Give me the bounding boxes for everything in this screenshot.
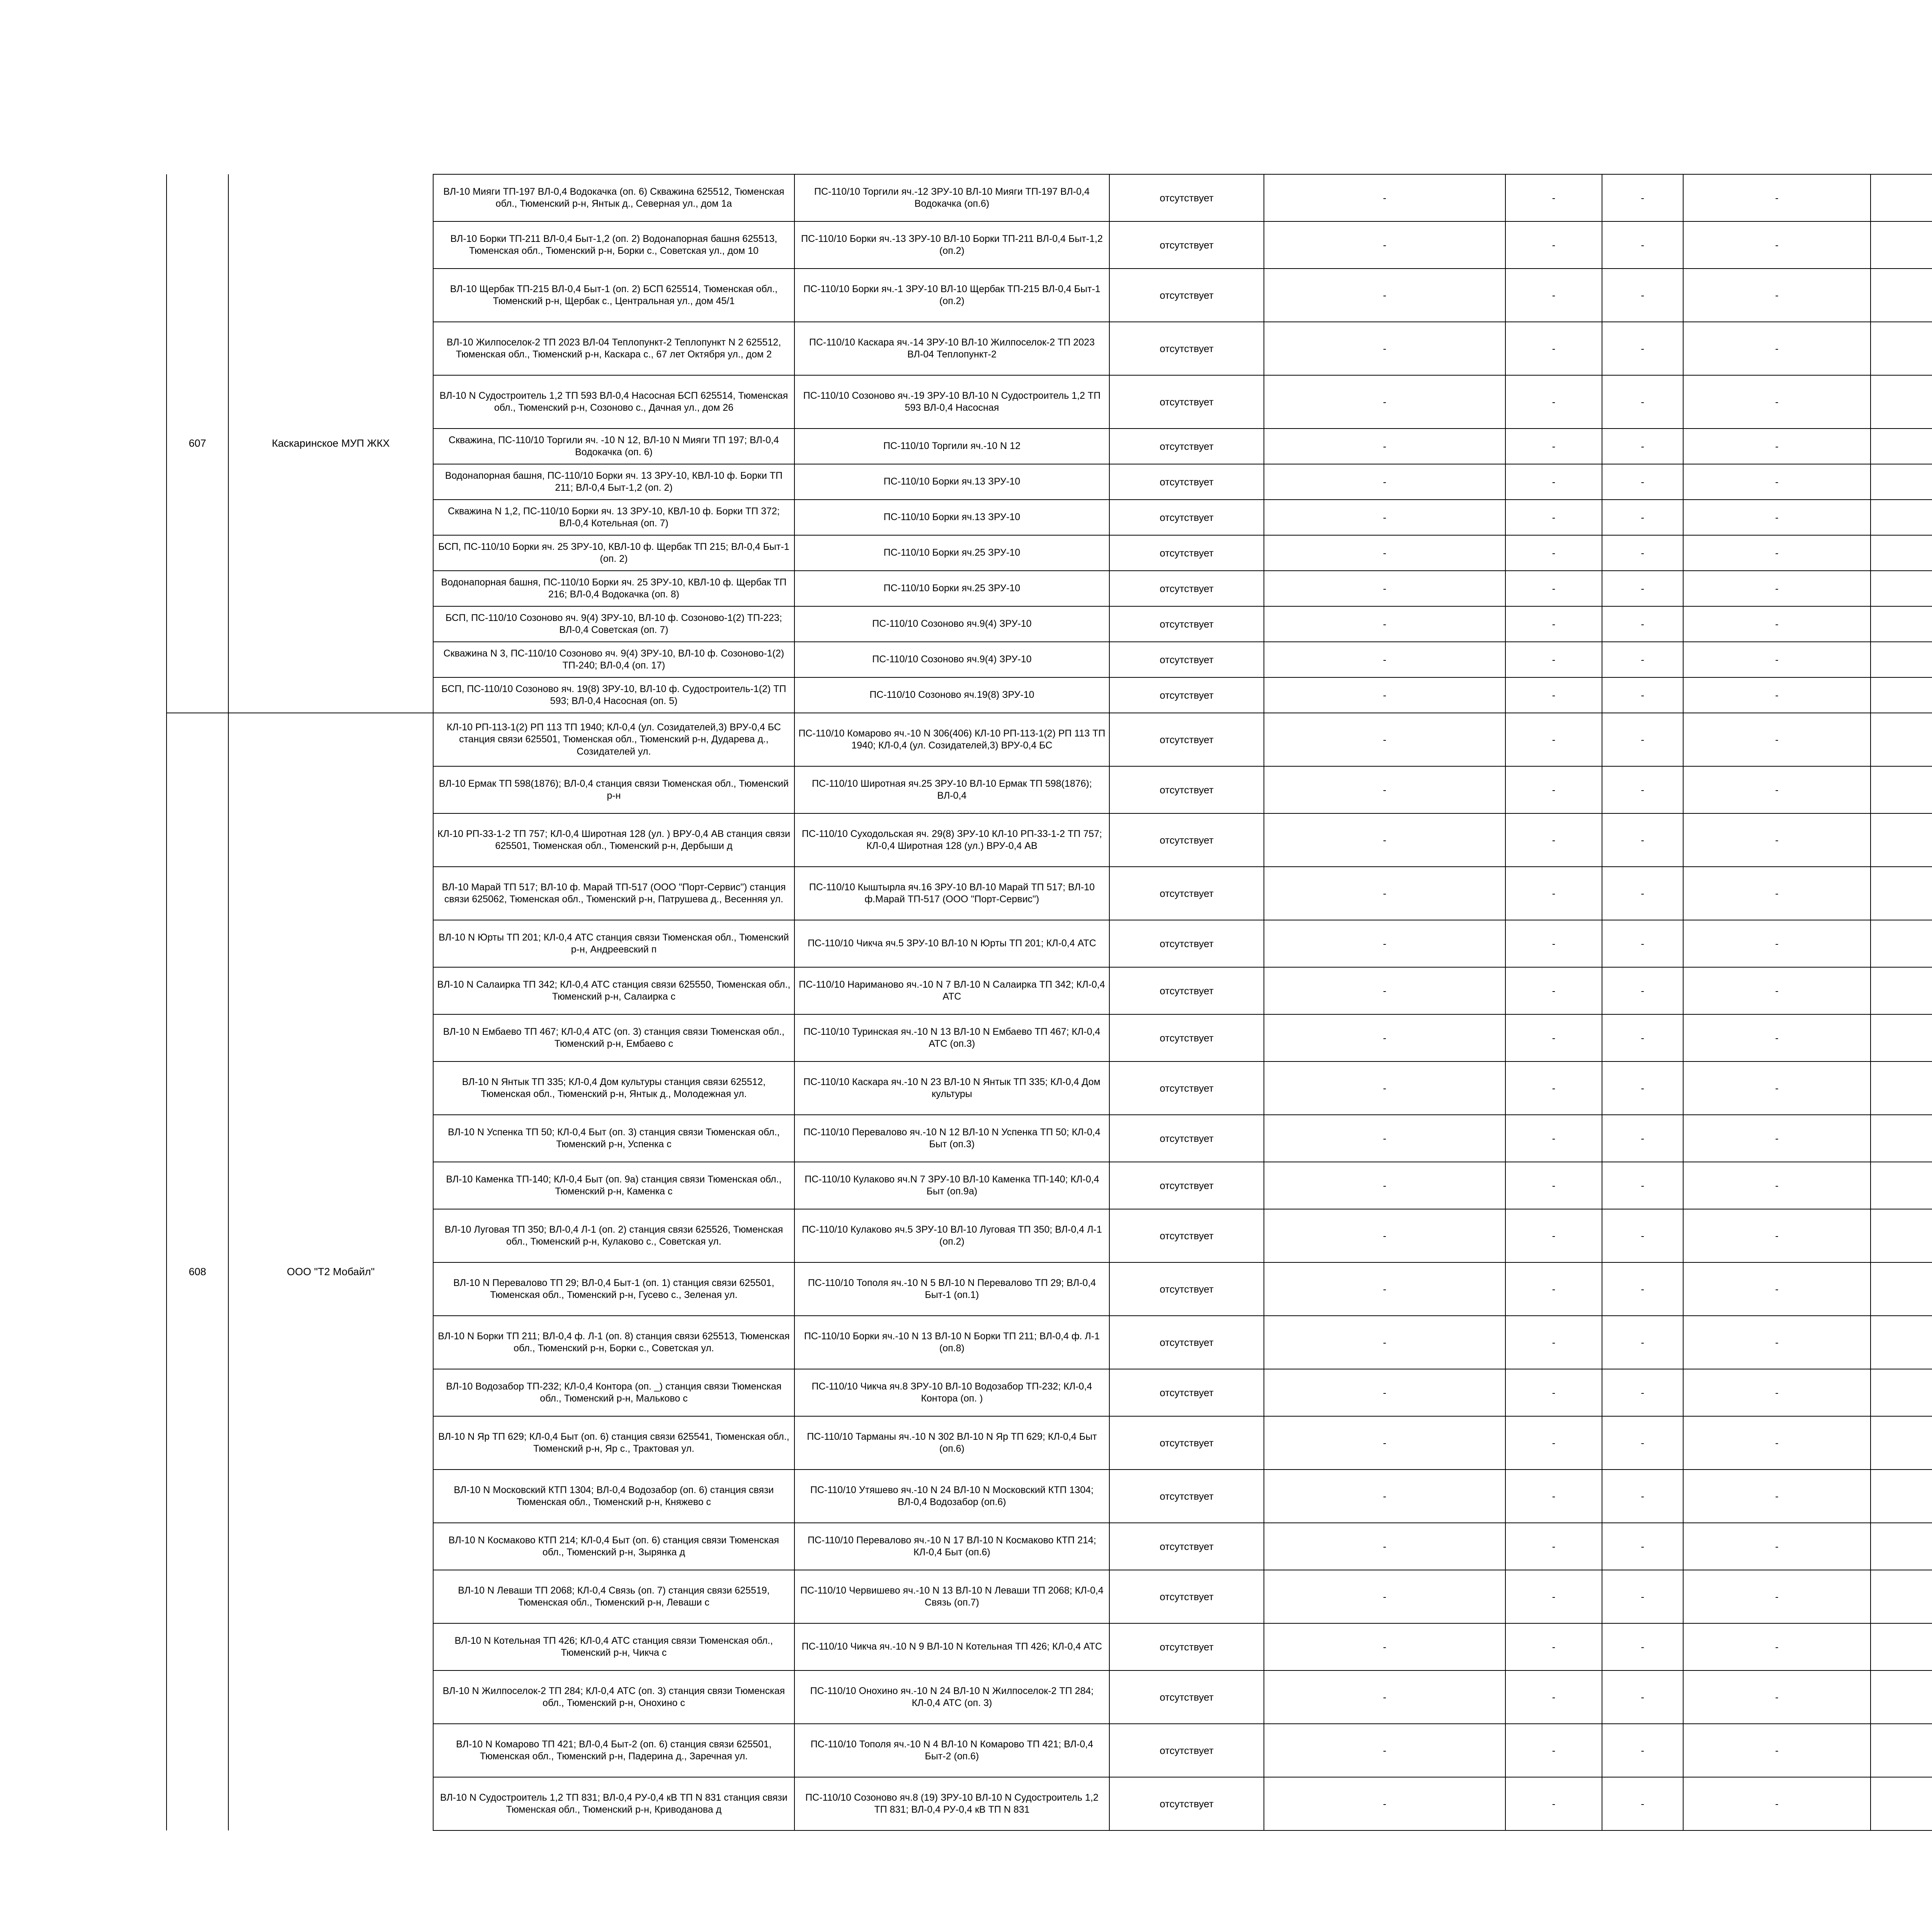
value-cell: - <box>1505 1316 1602 1369</box>
value-cell: - <box>1683 677 1871 713</box>
group-number: 607 <box>167 174 228 713</box>
value-cell: - <box>1505 375 1602 429</box>
status-cell: отсутствует <box>1109 1162 1264 1209</box>
supply-point: ПС-110/10 Борки яч.-10 N 13 ВЛ-10 N Борки ТП 211; ВЛ-0,4 ф. Л-1 (оп.8) <box>794 1316 1109 1369</box>
data-table <box>166 174 1932 1831</box>
object-description: ВЛ-10 N Успенка ТП 50; КЛ-0,4 Быт (оп. 3) станция связи Тюменская обл., Тюменский р-н, Успенка с <box>433 1115 794 1162</box>
value-cell: - <box>1505 713 1602 766</box>
supply-point: ПС-110/10 Борки яч.13 ЗРУ-10 <box>794 500 1109 535</box>
value-cell: - <box>1602 1209 1683 1262</box>
object-description: ВЛ-10 Марай ТП 517; ВЛ-10 ф. Марай ТП-517 (ООО "Порт-Сервис") станция связи 625062, Тюменская обл., Тюменский р-н, Патрушева д., Весенняя ул. <box>433 867 794 920</box>
supply-point: ПС-110/10 Чикча яч.-10 N 9 ВЛ-10 N Котельная ТП 426; КЛ-0,4 АТС <box>794 1623 1109 1670</box>
value-cell: - <box>1264 269 1505 322</box>
value-cell: - <box>1264 1416 1505 1470</box>
value-cell <box>1871 269 1932 322</box>
supply-point: ПС-110/10 Борки яч.25 ЗРУ-10 <box>794 571 1109 606</box>
value-cell <box>1871 1470 1932 1523</box>
value-cell: - <box>1683 221 1871 269</box>
value-cell <box>1871 1623 1932 1670</box>
status-cell: отсутствует <box>1109 1416 1264 1470</box>
value-cell: - <box>1602 606 1683 642</box>
value-cell: - <box>1505 571 1602 606</box>
object-description: ВЛ-10 N Космаково КТП 214; КЛ-0,4 Быт (оп. 6) станция связи Тюменская обл., Тюменский р-н, Зырянка д <box>433 1523 794 1570</box>
supply-point: ПС-110/10 Борки яч.-1 ЗРУ-10 ВЛ-10 Щербак ТП-215 ВЛ-0,4 Быт-1 (оп.2) <box>794 269 1109 322</box>
supply-point: ПС-110/10 Созоново яч.9(4) ЗРУ-10 <box>794 642 1109 677</box>
value-cell: - <box>1602 1316 1683 1369</box>
value-cell: - <box>1602 1162 1683 1209</box>
value-cell <box>1871 1115 1932 1162</box>
value-cell: - <box>1264 677 1505 713</box>
supply-point: ПС-110/10 Борки яч.13 ЗРУ-10 <box>794 464 1109 500</box>
status-cell: отсутствует <box>1109 535 1264 571</box>
value-cell: - <box>1264 221 1505 269</box>
value-cell: - <box>1602 813 1683 867</box>
supply-point: ПС-110/10 Утяшево яч.-10 N 24 ВЛ-10 N Московский КТП 1304; ВЛ-0,4 Водозабор (оп.6) <box>794 1470 1109 1523</box>
value-cell: - <box>1683 1209 1871 1262</box>
value-cell: - <box>1683 967 1871 1014</box>
supply-point: ПС-110/10 Широтная яч.25 ЗРУ-10 ВЛ-10 Ермак ТП 598(1876); ВЛ-0,4 <box>794 766 1109 813</box>
value-cell: - <box>1264 1369 1505 1416</box>
value-cell <box>1871 1570 1932 1623</box>
value-cell: - <box>1602 571 1683 606</box>
status-cell: отсутствует <box>1109 464 1264 500</box>
value-cell: - <box>1683 1670 1871 1724</box>
value-cell: - <box>1602 1014 1683 1061</box>
value-cell: - <box>1683 867 1871 920</box>
supply-point: ПС-110/10 Онохино яч.-10 N 24 ВЛ-10 N Жилпоселок-2 ТП 284; КЛ-0,4 АТС (оп. 3) <box>794 1670 1109 1724</box>
value-cell: - <box>1505 1014 1602 1061</box>
value-cell: - <box>1602 967 1683 1014</box>
status-cell: отсутствует <box>1109 1061 1264 1115</box>
value-cell: - <box>1505 1523 1602 1570</box>
supply-point: ПС-110/10 Комарово яч.-10 N 306(406) КЛ-10 РП-113-1(2) РП 113 ТП 1940; КЛ-0,4 (ул. Созидателей,3) ВРУ-0,4 БС <box>794 713 1109 766</box>
value-cell: - <box>1505 535 1602 571</box>
value-cell: - <box>1264 1061 1505 1115</box>
supply-point: ПС-110/10 Кулаково яч.5 ЗРУ-10 ВЛ-10 Луговая ТП 350; ВЛ-0,4 Л-1 (оп.2) <box>794 1209 1109 1262</box>
value-cell: - <box>1683 429 1871 464</box>
status-cell: отсутствует <box>1109 1523 1264 1570</box>
status-cell: отсутствует <box>1109 1623 1264 1670</box>
status-cell: отсутствует <box>1109 642 1264 677</box>
value-cell: - <box>1602 500 1683 535</box>
value-cell: - <box>1602 174 1683 221</box>
supply-point: ПС-110/10 Каскара яч.-14 ЗРУ-10 ВЛ-10 Жилпоселок-2 ТП 2023 ВЛ-04 Теплопункт-2 <box>794 322 1109 375</box>
status-cell: отсутствует <box>1109 1670 1264 1724</box>
value-cell: - <box>1602 1523 1683 1570</box>
object-description: ВЛ-10 N Юрты ТП 201; КЛ-0,4 АТС станция связи Тюменская обл., Тюменский р-н, Андреевский п <box>433 920 794 967</box>
value-cell: - <box>1505 677 1602 713</box>
value-cell: - <box>1264 606 1505 642</box>
value-cell: - <box>1602 766 1683 813</box>
object-description: ВЛ-10 N Судостроитель 1,2 ТП 831; ВЛ-0,4 РУ-0,4 кВ ТП N 831 станция связи Тюменская обл., Тюменский р-н, Криводанова д <box>433 1777 794 1830</box>
value-cell: - <box>1264 1209 1505 1262</box>
value-cell: - <box>1264 429 1505 464</box>
value-cell: - <box>1264 464 1505 500</box>
value-cell: - <box>1505 1416 1602 1470</box>
value-cell: - <box>1602 1570 1683 1623</box>
supply-point: ПС-110/10 Тополя яч.-10 N 4 ВЛ-10 N Комарово ТП 421; ВЛ-0,4 Быт-2 (оп.6) <box>794 1724 1109 1777</box>
supply-point: ПС-110/10 Каскара яч.-10 N 23 ВЛ-10 N Янтык ТП 335; КЛ-0,4 Дом культуры <box>794 1061 1109 1115</box>
value-cell <box>1871 535 1932 571</box>
value-cell <box>1871 174 1932 221</box>
object-description: БСП, ПС-110/10 Созоново яч. 9(4) ЗРУ-10, ВЛ-10 ф. Созоново-1(2) ТП-223; ВЛ-0,4 Советская (оп. 7) <box>433 606 794 642</box>
value-cell: - <box>1505 813 1602 867</box>
value-cell: - <box>1264 1316 1505 1369</box>
supply-point: ПС-110/10 Перевалово яч.-10 N 17 ВЛ-10 N Космаково КТП 214; КЛ-0,4 Быт (оп.6) <box>794 1523 1109 1570</box>
supply-point: ПС-110/10 Кыштырла яч.16 ЗРУ-10 ВЛ-10 Марай ТП 517; ВЛ-10 ф.Марай ТП-517 (ООО "Порт-Сервис") <box>794 867 1109 920</box>
value-cell: - <box>1264 1014 1505 1061</box>
object-description: ВЛ-10 Водозабор ТП-232; КЛ-0,4 Контора (оп. _) станция связи Тюменская обл., Тюменский р-н, Мальково с <box>433 1369 794 1416</box>
value-cell: - <box>1505 464 1602 500</box>
value-cell: - <box>1602 1369 1683 1416</box>
status-cell: отсутствует <box>1109 174 1264 221</box>
supply-point: ПС-110/10 Суходольская яч. 29(8) ЗРУ-10 КЛ-10 РП-33-1-2 ТП 757; КЛ-0,4 Широтная 128 (ул.) ВРУ-0,4 АВ <box>794 813 1109 867</box>
value-cell <box>1871 713 1932 766</box>
value-cell: - <box>1264 1162 1505 1209</box>
supply-point: ПС-110/10 Созоново яч.9(4) ЗРУ-10 <box>794 606 1109 642</box>
value-cell: - <box>1683 1724 1871 1777</box>
value-cell: - <box>1264 813 1505 867</box>
object-description: ВЛ-10 N Леваши ТП 2068; КЛ-0,4 Связь (оп. 7) станция связи 625519, Тюменская обл., Тюменский р-н, Леваши с <box>433 1570 794 1623</box>
value-cell: - <box>1602 1115 1683 1162</box>
status-cell: отсутствует <box>1109 1262 1264 1316</box>
value-cell: - <box>1264 1623 1505 1670</box>
value-cell: - <box>1602 1623 1683 1670</box>
value-cell: - <box>1505 642 1602 677</box>
table-row <box>167 713 1932 766</box>
value-cell: - <box>1683 375 1871 429</box>
value-cell: - <box>1602 677 1683 713</box>
value-cell <box>1871 1209 1932 1262</box>
value-cell: - <box>1683 920 1871 967</box>
value-cell: - <box>1505 1115 1602 1162</box>
value-cell <box>1871 766 1932 813</box>
value-cell: - <box>1602 1470 1683 1523</box>
value-cell: - <box>1505 221 1602 269</box>
value-cell: - <box>1264 174 1505 221</box>
value-cell: - <box>1683 535 1871 571</box>
status-cell: отсутствует <box>1109 571 1264 606</box>
value-cell <box>1871 606 1932 642</box>
value-cell <box>1871 1014 1932 1061</box>
value-cell: - <box>1264 322 1505 375</box>
value-cell: - <box>1505 269 1602 322</box>
value-cell: - <box>1505 1570 1602 1623</box>
status-cell: отсутствует <box>1109 429 1264 464</box>
value-cell: - <box>1602 1416 1683 1470</box>
object-description: ВЛ-10 Каменка ТП-140; КЛ-0,4 Быт (оп. 9а) станция связи Тюменская обл., Тюменский р-н, Каменка с <box>433 1162 794 1209</box>
value-cell <box>1871 1724 1932 1777</box>
value-cell: - <box>1602 713 1683 766</box>
status-cell: отсутствует <box>1109 1369 1264 1416</box>
object-description: КЛ-10 РП-113-1(2) РП 113 ТП 1940; КЛ-0,4 (ул. Созидателей,3) ВРУ-0,4 БС станция связи 625501, Тюменская обл., Тюменский р-н, Дударева д., Созидателей ул. <box>433 713 794 766</box>
object-description: ВЛ-10 N Московский КТП 1304; ВЛ-0,4 Водозабор (оп. 6) станция связи Тюменская обл., Тюменский р-н, Княжево с <box>433 1470 794 1523</box>
status-cell: отсутствует <box>1109 677 1264 713</box>
value-cell: - <box>1505 174 1602 221</box>
value-cell: - <box>1683 1523 1871 1570</box>
status-cell: отсутствует <box>1109 269 1264 322</box>
object-description: Скважина N 1,2, ПС-110/10 Борки яч. 13 ЗРУ-10, КВЛ-10 ф. Борки ТП 372; ВЛ-0,4 Котельная (оп. 7) <box>433 500 794 535</box>
supply-point: ПС-110/10 Созоново яч.-19 ЗРУ-10 ВЛ-10 N Судостроитель 1,2 ТП 593 ВЛ-0,4 Насосная <box>794 375 1109 429</box>
value-cell <box>1871 571 1932 606</box>
value-cell: - <box>1505 867 1602 920</box>
supply-point: ПС-110/10 Туринская яч.-10 N 13 ВЛ-10 N Ембаево ТП 467; КЛ-0,4 АТС (оп.3) <box>794 1014 1109 1061</box>
value-cell <box>1871 1061 1932 1115</box>
value-cell: - <box>1505 1777 1602 1830</box>
object-description: ВЛ-10 N Судостроитель 1,2 ТП 593 ВЛ-0,4 Насосная БСП 625514, Тюменская обл., Тюменский р-н, Созоново с., Дачная ул., дом 26 <box>433 375 794 429</box>
value-cell: - <box>1264 766 1505 813</box>
value-cell <box>1871 1262 1932 1316</box>
object-description: БСП, ПС-110/10 Борки яч. 25 ЗРУ-10, КВЛ-10 ф. Щербак ТП 215; ВЛ-0,4 Быт-1 (оп. 2) <box>433 535 794 571</box>
object-description: ВЛ-10 N Котельная ТП 426; КЛ-0,4 АТС станция связи Тюменская обл., Тюменский р-н, Чикча с <box>433 1623 794 1670</box>
value-cell <box>1871 375 1932 429</box>
value-cell: - <box>1683 1262 1871 1316</box>
value-cell: - <box>1505 1061 1602 1115</box>
object-description: Скважина, ПС-110/10 Торгили яч. -10 N 12, ВЛ-10 N Мияги ТП 197; ВЛ-0,4 Водокачка (оп. 6) <box>433 429 794 464</box>
value-cell <box>1871 920 1932 967</box>
status-cell: отсутствует <box>1109 1014 1264 1061</box>
group-number: 608 <box>167 713 228 1830</box>
value-cell <box>1871 464 1932 500</box>
supply-point: ПС-110/10 Нариманово яч.-10 N 7 ВЛ-10 N Салаирка ТП 342; КЛ-0,4 АТС <box>794 967 1109 1014</box>
object-description: БСП, ПС-110/10 Созоново яч. 19(8) ЗРУ-10, ВЛ-10 ф. Судостроитель-1(2) ТП 593; ВЛ-0,4 Насосная (оп. 5) <box>433 677 794 713</box>
supply-point: ПС-110/10 Чикча яч.5 ЗРУ-10 ВЛ-10 N Юрты ТП 201; КЛ-0,4 АТС <box>794 920 1109 967</box>
status-cell: отсутствует <box>1109 1777 1264 1830</box>
status-cell: отсутствует <box>1109 867 1264 920</box>
value-cell: - <box>1683 1014 1871 1061</box>
value-cell <box>1871 1162 1932 1209</box>
value-cell: - <box>1683 713 1871 766</box>
value-cell <box>1871 1777 1932 1830</box>
value-cell: - <box>1602 1777 1683 1830</box>
supply-point: ПС-110/10 Чикча яч.8 ЗРУ-10 ВЛ-10 Водозабор ТП-232; КЛ-0,4 Контора (оп. ) <box>794 1369 1109 1416</box>
value-cell: - <box>1683 500 1871 535</box>
value-cell: - <box>1505 1470 1602 1523</box>
value-cell: - <box>1602 535 1683 571</box>
object-description: ВЛ-10 N Салаирка ТП 342; КЛ-0,4 АТС станция связи 625550, Тюменская обл., Тюменский р-н, Салаирка с <box>433 967 794 1014</box>
status-cell: отсутствует <box>1109 920 1264 967</box>
value-cell: - <box>1264 1670 1505 1724</box>
value-cell: - <box>1264 571 1505 606</box>
value-cell: - <box>1683 1623 1871 1670</box>
supply-point: ПС-110/10 Кулаково яч.N 7 ЗРУ-10 ВЛ-10 Каменка ТП-140; КЛ-0,4 Быт (оп.9а) <box>794 1162 1109 1209</box>
object-description: ВЛ-10 N Перевалово ТП 29; ВЛ-0,4 Быт-1 (оп. 1) станция связи 625501, Тюменская обл., Тюменский р-н, Гусево с., Зеленая ул. <box>433 1262 794 1316</box>
value-cell <box>1871 500 1932 535</box>
value-cell: - <box>1264 920 1505 967</box>
value-cell: - <box>1602 642 1683 677</box>
value-cell: - <box>1683 322 1871 375</box>
status-cell: отсутствует <box>1109 1470 1264 1523</box>
value-cell: - <box>1602 1262 1683 1316</box>
status-cell: отсутствует <box>1109 1724 1264 1777</box>
status-cell: отсутствует <box>1109 967 1264 1014</box>
value-cell: - <box>1264 535 1505 571</box>
value-cell: - <box>1264 1470 1505 1523</box>
value-cell <box>1871 1316 1932 1369</box>
value-cell <box>1871 1523 1932 1570</box>
value-cell: - <box>1264 713 1505 766</box>
object-description: Водонапорная башня, ПС-110/10 Борки яч. 13 ЗРУ-10, КВЛ-10 ф. Борки ТП 211; ВЛ-0,4 Быт-1,2 (оп. 2) <box>433 464 794 500</box>
value-cell <box>1871 813 1932 867</box>
status-cell: отсутствует <box>1109 813 1264 867</box>
value-cell: - <box>1683 1777 1871 1830</box>
supply-point: ПС-110/10 Тарманы яч.-10 N 302 ВЛ-10 N Яр ТП 629; КЛ-0,4 Быт (оп.6) <box>794 1416 1109 1470</box>
value-cell: - <box>1602 429 1683 464</box>
value-cell: - <box>1505 1162 1602 1209</box>
table-row <box>167 174 1932 221</box>
value-cell <box>1871 429 1932 464</box>
status-cell: отсутствует <box>1109 500 1264 535</box>
value-cell: - <box>1264 867 1505 920</box>
status-cell: отсутствует <box>1109 1570 1264 1623</box>
value-cell: - <box>1683 464 1871 500</box>
value-cell <box>1871 1670 1932 1724</box>
status-cell: отсутствует <box>1109 1316 1264 1369</box>
value-cell: - <box>1683 174 1871 221</box>
status-cell: отсутствует <box>1109 221 1264 269</box>
value-cell: - <box>1505 1209 1602 1262</box>
value-cell <box>1871 677 1932 713</box>
value-cell: - <box>1505 429 1602 464</box>
value-cell: - <box>1602 464 1683 500</box>
object-description: ВЛ-10 Луговая ТП 350; ВЛ-0,4 Л-1 (оп. 2) станция связи 625526, Тюменская обл., Тюменский р-н, Кулаково с., Советская ул. <box>433 1209 794 1262</box>
status-cell: отсутствует <box>1109 1209 1264 1262</box>
value-cell: - <box>1505 1724 1602 1777</box>
value-cell: - <box>1683 1316 1871 1369</box>
supply-point: ПС-110/10 Созоново яч.8 (19) ЗРУ-10 ВЛ-10 N Судостроитель 1,2 ТП 831; ВЛ-0,4 РУ-0,4 кВ ТП N 831 <box>794 1777 1109 1830</box>
object-description: ВЛ-10 Щербак ТП-215 ВЛ-0,4 Быт-1 (оп. 2) БСП 625514, Тюменская обл., Тюменский р-н, Щербак с., Центральная ул., дом 45/1 <box>433 269 794 322</box>
value-cell: - <box>1683 813 1871 867</box>
value-cell: - <box>1683 571 1871 606</box>
object-description: ВЛ-10 N Ембаево ТП 467; КЛ-0,4 АТС (оп. 3) станция связи Тюменская обл., Тюменский р-н, Ембаево с <box>433 1014 794 1061</box>
value-cell: - <box>1505 322 1602 375</box>
value-cell: - <box>1602 1061 1683 1115</box>
value-cell: - <box>1683 269 1871 322</box>
value-cell: - <box>1683 1470 1871 1523</box>
value-cell: - <box>1505 606 1602 642</box>
value-cell: - <box>1683 1570 1871 1623</box>
supply-point: ПС-110/10 Борки яч.25 ЗРУ-10 <box>794 535 1109 571</box>
value-cell <box>1871 1369 1932 1416</box>
value-cell: - <box>1505 1670 1602 1724</box>
value-cell: - <box>1602 1670 1683 1724</box>
supply-point: ПС-110/10 Тополя яч.-10 N 5 ВЛ-10 N Перевалово ТП 29; ВЛ-0,4 Быт-1 (оп.1) <box>794 1262 1109 1316</box>
object-description: КЛ-10 РП-33-1-2 ТП 757; КЛ-0,4 Широтная 128 (ул. ) ВРУ-0,4 АВ станция связи 625501, Тюменская обл., Тюменский р-н, Дербыши д <box>433 813 794 867</box>
value-cell: - <box>1683 1115 1871 1162</box>
supply-point: ПС-110/10 Торгили яч.-10 N 12 <box>794 429 1109 464</box>
value-cell: - <box>1505 1369 1602 1416</box>
object-description: ВЛ-10 Жилпоселок-2 ТП 2023 ВЛ-04 Теплопункт-2 Теплопункт N 2 625512, Тюменская обл., Тюменский р-н, Каскара с., 67 лет Октября ул., дом 2 <box>433 322 794 375</box>
supply-point: ПС-110/10 Торгили яч.-12 ЗРУ-10 ВЛ-10 Мияги ТП-197 ВЛ-0,4 Водокачка (оп.6) <box>794 174 1109 221</box>
value-cell: - <box>1505 1262 1602 1316</box>
value-cell: - <box>1683 606 1871 642</box>
object-description: ВЛ-10 N Жилпоселок-2 ТП 284; КЛ-0,4 АТС (оп. 3) станция связи Тюменская обл., Тюменский р-н, Онохино с <box>433 1670 794 1724</box>
object-description: ВЛ-10 N Яр ТП 629; КЛ-0,4 Быт (оп. 6) станция связи 625541, Тюменская обл., Тюменский р-н, Яр с., Трактовая ул. <box>433 1416 794 1470</box>
value-cell: - <box>1264 500 1505 535</box>
value-cell <box>1871 1416 1932 1470</box>
value-cell: - <box>1683 642 1871 677</box>
object-description: ВЛ-10 Ермак ТП 598(1876); ВЛ-0,4 станция связи Тюменская обл., Тюменский р-н <box>433 766 794 813</box>
object-description: ВЛ-10 N Борки ТП 211; ВЛ-0,4 ф. Л-1 (оп. 8) станция связи 625513, Тюменская обл., Тюменский р-н, Борки с., Советская ул. <box>433 1316 794 1369</box>
value-cell <box>1871 967 1932 1014</box>
object-description: ВЛ-10 N Комарово ТП 421; ВЛ-0,4 Быт-2 (оп. 6) станция связи 625501, Тюменская обл., Тюменский р-н, Падерина д., Заречная ул. <box>433 1724 794 1777</box>
value-cell: - <box>1264 1115 1505 1162</box>
value-cell: - <box>1683 1061 1871 1115</box>
value-cell: - <box>1264 967 1505 1014</box>
value-cell: - <box>1602 867 1683 920</box>
organization-name: ООО "Т2 Мобайл" <box>228 713 433 1830</box>
value-cell: - <box>1602 221 1683 269</box>
object-description: ВЛ-10 N Янтык ТП 335; КЛ-0,4 Дом культуры станция связи 625512, Тюменская обл., Тюменский р-н, Янтык д., Молодежная ул. <box>433 1061 794 1115</box>
value-cell: - <box>1602 269 1683 322</box>
value-cell: - <box>1505 500 1602 535</box>
organization-name: Каскаринское МУП ЖКХ <box>228 174 433 713</box>
value-cell: - <box>1264 375 1505 429</box>
value-cell <box>1871 867 1932 920</box>
value-cell: - <box>1264 1724 1505 1777</box>
value-cell: - <box>1264 642 1505 677</box>
supply-point: ПС-110/10 Созоново яч.19(8) ЗРУ-10 <box>794 677 1109 713</box>
status-cell: отсутствует <box>1109 1115 1264 1162</box>
object-description: ВЛ-10 Мияги ТП-197 ВЛ-0,4 Водокачка (оп. 6) Скважина 625512, Тюменская обл., Тюменский р-н, Янтык д., Северная ул., дом 1а <box>433 174 794 221</box>
status-cell: отсутствует <box>1109 606 1264 642</box>
value-cell: - <box>1602 375 1683 429</box>
status-cell: отсутствует <box>1109 766 1264 813</box>
supply-point: ПС-110/10 Перевалово яч.-10 N 12 ВЛ-10 N Успенка ТП 50; КЛ-0,4 Быт (оп.3) <box>794 1115 1109 1162</box>
value-cell: - <box>1602 322 1683 375</box>
value-cell: - <box>1505 967 1602 1014</box>
value-cell <box>1871 322 1932 375</box>
value-cell: - <box>1505 1623 1602 1670</box>
status-cell: отсутствует <box>1109 322 1264 375</box>
value-cell: - <box>1602 920 1683 967</box>
value-cell <box>1871 642 1932 677</box>
value-cell <box>1871 221 1932 269</box>
value-cell: - <box>1505 920 1602 967</box>
value-cell: - <box>1602 1724 1683 1777</box>
status-cell: отсутствует <box>1109 713 1264 766</box>
status-cell: отсутствует <box>1109 375 1264 429</box>
value-cell: - <box>1264 1523 1505 1570</box>
value-cell: - <box>1683 766 1871 813</box>
value-cell: - <box>1683 1369 1871 1416</box>
value-cell: - <box>1264 1262 1505 1316</box>
object-description: ВЛ-10 Борки ТП-211 ВЛ-0,4 Быт-1,2 (оп. 2) Водонапорная башня 625513, Тюменская обл., Тюменский р-н, Борки с., Советская ул., дом 10 <box>433 221 794 269</box>
supply-point: ПС-110/10 Борки яч.-13 ЗРУ-10 ВЛ-10 Борки ТП-211 ВЛ-0,4 Быт-1,2 (оп.2) <box>794 221 1109 269</box>
object-description: Водонапорная башня, ПС-110/10 Борки яч. 25 ЗРУ-10, КВЛ-10 ф. Щербак ТП 216; ВЛ-0,4 Водокачка (оп. 8) <box>433 571 794 606</box>
supply-point: ПС-110/10 Червишево яч.-10 N 13 ВЛ-10 N Леваши ТП 2068; КЛ-0,4 Связь (оп.7) <box>794 1570 1109 1623</box>
value-cell: - <box>1683 1416 1871 1470</box>
value-cell: - <box>1264 1570 1505 1623</box>
object-description: Скважина N 3, ПС-110/10 Созоново яч. 9(4) ЗРУ-10, ВЛ-10 ф. Созоново-1(2) ТП-240; ВЛ-0,4 (оп. 17) <box>433 642 794 677</box>
value-cell: - <box>1683 1162 1871 1209</box>
value-cell: - <box>1264 1777 1505 1830</box>
value-cell: - <box>1505 766 1602 813</box>
